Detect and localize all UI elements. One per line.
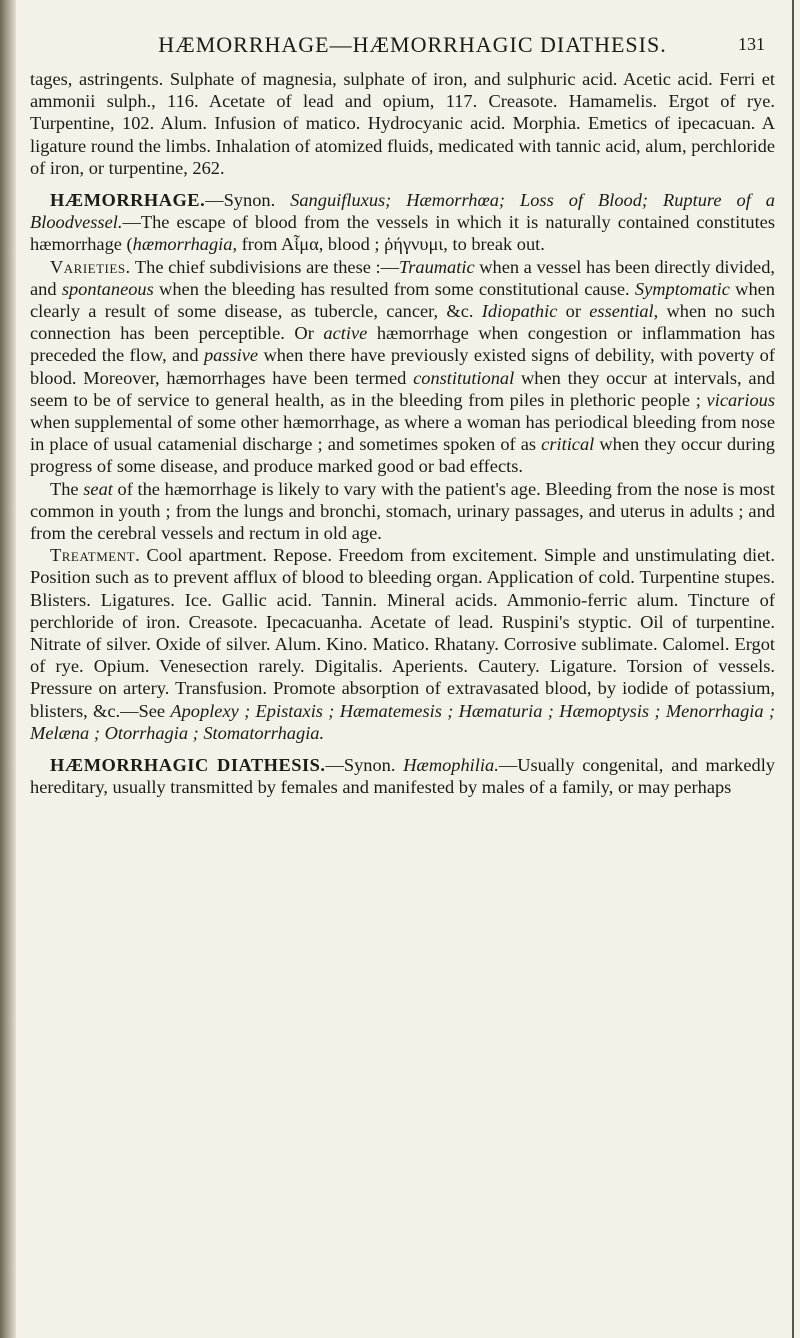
term-idiopathic: Idiopathic xyxy=(481,301,558,322)
definition-term: hæmorrhagia xyxy=(132,234,233,255)
treatment-paragraph xyxy=(30,544,775,744)
definition-part: —The escape of blood from the vessels in which it is naturally contained constitutes hæmorrhage ( xyxy=(30,212,775,255)
term-passive: passive xyxy=(203,345,259,366)
term-essential: essential xyxy=(589,301,654,322)
synon-label: —Synon. xyxy=(205,190,276,211)
text-run: of the hæmorrhage is likely to vary with the patient's age. Bleeding from the nose is most common in youth ; from the lungs and bronchi, stomach, urinary passages, and uterus in adults ; and from the cerebral vessels and rectum in old age. xyxy=(30,478,775,544)
page-number: 131 xyxy=(738,34,765,54)
running-head: HÆMORRHAGE—HÆMORRHAGIC DIATHESIS. xyxy=(158,32,667,57)
text-run: when supplemental of some other hæmorrhage, as where a woman has periodical bleeding from nose in place of usual catamenial discharge ; and sometimes spoken of as xyxy=(30,412,775,455)
term-constitutional: constitutional xyxy=(413,367,515,388)
page-edge-line xyxy=(792,0,794,1338)
page-body xyxy=(30,68,775,799)
text-run: when there have previously existed signs of debility, with poverty of blood. Moreover, hæmorrhages have been termed xyxy=(30,345,775,388)
see-references: Apoplexy ; Epistaxis ; Hæmatemesis ; Hæmaturia ; Hæmoptysis ; Menorrhagia ; Melæna ; Otorrhagia ; Stomatorrhagia. xyxy=(30,700,776,743)
synonyms: Sanguifluxus; Hæmorrhœa; Loss of Blood; Rupture of a Bloodvessel. xyxy=(30,190,775,233)
term-active: active xyxy=(323,323,368,344)
book-binding-shadow xyxy=(0,0,16,1338)
term-symptomatic: Symptomatic xyxy=(634,278,730,299)
text-run: hæmorrhage when congestion or inflammation has preceded the flow, and xyxy=(30,323,775,366)
synonym: Hæmophilia. xyxy=(403,755,499,776)
entry-haemorrhage xyxy=(30,189,775,256)
paragraph-treatment-continued xyxy=(30,68,775,179)
term-seat: seat xyxy=(83,478,113,499)
entry-text: —Usually congenital, and markedly hereditary, usually transmitted by females and manifested by males of a family, or may perhaps xyxy=(30,755,776,798)
term-critical: critical xyxy=(541,434,595,455)
term-vicarious: vicarious xyxy=(706,389,775,410)
definition-part: , from Aἷμα, blood ; ῥήγνυμι, to break out. xyxy=(232,234,545,255)
term-traumatic: Traumatic xyxy=(399,256,475,277)
text-run: when they occur during progress of some disease, and produce marked good or bad effects. xyxy=(30,434,775,477)
text-run: when the bleeding has resulted from some constitutional cause. xyxy=(153,278,635,299)
text-run: The chief subdivisions are these :— xyxy=(130,256,400,277)
text-run: when a vessel has been directly divided, and xyxy=(30,256,775,299)
page-header xyxy=(60,20,765,60)
paragraph-text: tages, astringents. Sulphate of magnesia, sulphate of iron, and sulphuric acid. Acetic acid. Ferri et ammonii sulph., 116. Acetate of lead and opium, 117. Creasote. Hamamelis. Ergot of rye. Turpentine, 102. Alum. Infusion of matico. Hydrocyanic acid. Morphia. Emetics of ipecacuan. A ligature round the limbs. Inhalation of atomized fluids, medicated with tannic acid, alum, perchloride of iron, or turpentine, 262. xyxy=(30,69,775,178)
entry-heading: HÆMORRHAGE. xyxy=(50,190,206,211)
section-label-varieties: Varieties. xyxy=(50,256,131,277)
text-run: The xyxy=(50,478,84,499)
text-run: , when no such connection has been perceptible. Or xyxy=(30,301,776,344)
text-run: or xyxy=(557,301,590,322)
treatment-text: Cool apartment. Repose. Freedom from excitement. Simple and unstimulating diet. Position such as to prevent afflux of blood to bleeding organ. Application of cold. Turpentine stupes. Blisters. Ligatures. Ice. Gallic acid. Tannin. Mineral acids. Ammonio-ferric alum. Tincture of perchloride of iron. Creasote. Ipecacuanha. Acetate of lead. Ruspini's styptic. Oil of turpentine. Nitrate of silver. Oxide of silver. Alum. Kino. Matico. Rhatany. Corrosive sublimate. Calomel. Ergot of rye. Opium. Venesection rarely. Digitalis. Aperients. Cautery. Ligature. Torsion of vessels. Pressure on artery. Transfusion. Promote absorption of extravasated blood, by iodide of potassium, blisters, &c.— xyxy=(30,545,775,721)
entry-haemorrhagic-diathesis xyxy=(30,754,775,798)
text-run: when they occur at intervals, and seem to be of service to general health, as in the bleeding from piles in plethoric people ; xyxy=(30,367,775,410)
varieties-paragraph xyxy=(30,256,775,478)
section-label-treatment: Treatment. xyxy=(50,545,141,566)
see-label: See xyxy=(138,700,171,721)
text-run: when clearly a result of some disease, as tubercle, cancer, &c. xyxy=(30,278,776,322)
term-spontaneous: spontaneous xyxy=(61,278,154,299)
entry-heading: HÆMORRHAGIC DIATHESIS. xyxy=(50,755,326,776)
seat-paragraph xyxy=(30,478,775,545)
synon-label: —Synon. xyxy=(325,755,396,776)
